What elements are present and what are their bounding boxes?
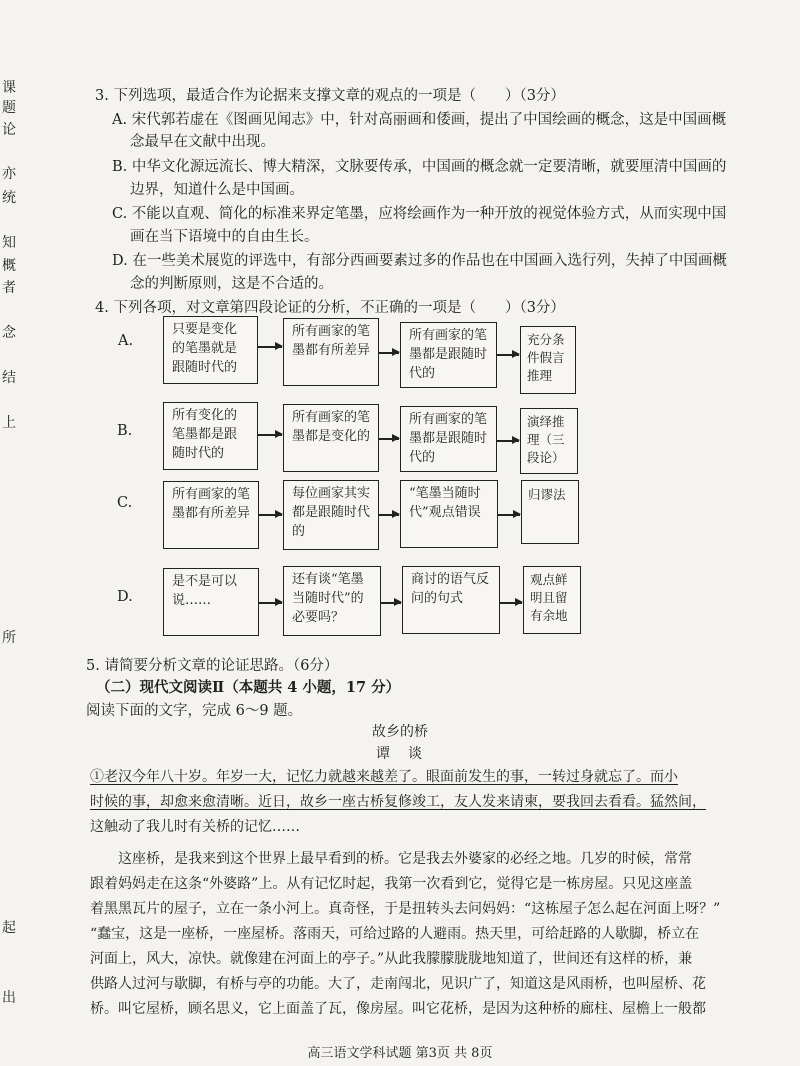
flow-box: “笔墨当随时代”观点错误	[400, 480, 498, 548]
story-line: 着黑黑瓦片的屋子，立在一条小河上。真奇怪，于是扭转头去问妈妈：“这栋屋子怎么起在河面上呀？”	[90, 901, 721, 917]
margin-char: 知	[2, 235, 16, 251]
question-stem: 3. 下列选项，最适合作为论据来支撑文章的观点的一项是（ ）（3分）	[95, 88, 565, 104]
story-title: 故乡的桥	[372, 724, 428, 740]
story-line: 这触动了我儿时有关桥的记忆……	[90, 819, 300, 835]
section-heading: （二）现代文阅读Ⅱ（本题共 4 小题，17 分）	[96, 679, 401, 696]
flow-box: 只要是变化的笔墨就是跟随时代的	[163, 316, 258, 384]
arrow-icon	[258, 434, 282, 436]
margin-char: 结	[2, 370, 16, 386]
arrow-icon	[498, 514, 520, 516]
flow-box: 每位画家其实都是跟随时代的	[283, 480, 379, 550]
option-label: D.	[117, 589, 133, 605]
option-a-cont: 念最早在文献中出现。	[130, 134, 275, 150]
option-label: A.	[118, 333, 134, 349]
option-d: D. 在一些美术展览的评选中，有部分西画要素过多的作品也在中国画入选行列，失掉了中国画概	[112, 253, 727, 269]
option-b-cont: 边界，知道什么是中国画。	[130, 182, 304, 198]
story-line: “蠢宝，这是一座桥，一座屋桥。落雨天，可给过路的人避雨。热天里，可给赶路的人歇脚，桥立在	[90, 926, 700, 942]
flow-box-method: 演绎推理（三段论）	[520, 408, 578, 474]
margin-char: 概	[2, 258, 16, 274]
flow-box-method: 观点鲜明且留有余地	[523, 566, 581, 634]
margin-char: 者	[2, 280, 16, 296]
option-c: C. 不能以直观、简化的标准来界定笔墨，应将绘画作为一种开放的视觉体验方式，从而实现中国	[112, 206, 727, 222]
flow-box: 商讨的语气反问的句式	[402, 566, 500, 634]
flow-box: 所有变化的笔墨都是跟随时代的	[163, 402, 258, 470]
arrow-icon	[379, 514, 399, 516]
arrow-icon	[497, 354, 519, 356]
story-line: 桥。叫它屋桥，顾名思义，它上面盖了瓦，像房屋。叫它花桥，是因为这种桥的廊柱、屋檐上一般都	[90, 1001, 706, 1017]
margin-char: 亦	[2, 166, 16, 182]
arrow-icon	[379, 438, 399, 440]
option-label: B.	[117, 423, 133, 439]
story-line	[90, 790, 706, 815]
story-line: 供路人过河与歇脚，有桥与亭的功能。大了，走南闯北，见识广了，知道这是风雨桥，也叫屋桥、花	[90, 976, 706, 992]
page-footer: 高三语文学科试题 第3页 共 8页	[307, 1046, 493, 1061]
arrow-icon	[497, 440, 519, 442]
option-a: A. 宋代郭若虚在《图画见闻志》中，针对高丽画和倭画，提出了中国绘画的概念，这是中国画概	[112, 112, 727, 128]
arrow-icon	[259, 514, 282, 516]
question-5: 5. 请简要分析文章的论证思路。（6分）	[86, 658, 339, 674]
flow-box: 所有画家的笔墨都是跟随时代的	[400, 322, 497, 388]
arrow-icon	[259, 602, 282, 604]
flow-box: 还有谈“笔墨当随时代”的必要吗？	[283, 566, 381, 636]
option-label: C.	[117, 495, 133, 511]
margin-char: 课	[2, 80, 16, 96]
instruction: 阅读下面的文字，完成 6～9 题。	[86, 703, 303, 719]
story-line: 河面上，风大，凉快。就像建在河面上的亭子。”从此我朦朦胧胧地知道了，世间还有这样的桥，兼	[90, 951, 693, 967]
arrow-icon	[381, 602, 401, 604]
flow-box-method: 归谬法	[521, 480, 579, 544]
margin-char: 所	[2, 630, 16, 646]
option-c-cont: 画在当下语境中的自由生长。	[130, 229, 319, 245]
story-line: 跟着妈妈走在这条“外婆路”上。从有记忆时起，我第一次看到它，觉得它是一栋房屋。只见这座盖	[90, 876, 693, 892]
story-author: 谭 谈	[376, 746, 424, 762]
question-stem: 4. 下列各项，对文章第四段论证的分析，不正确的一项是（ ）（3分）	[95, 300, 565, 316]
arrow-icon	[258, 346, 282, 348]
underlined-phrase: 时候的事，却愈来愈清晰。近日，故乡一座古桥复修竣工，友人发来请柬，要我回去看看。猛然间，	[90, 794, 706, 810]
arrow-icon	[379, 352, 399, 354]
margin-char: 统	[2, 190, 16, 206]
story-line: ①老汉今年八十岁。年岁一大，记忆力就越来越差了。眼面前发生的事，一转过身就忘了。而小	[90, 769, 678, 785]
flow-box: 所有画家的笔墨都是跟随时代的	[400, 406, 497, 472]
margin-char: 上	[2, 415, 16, 431]
flow-box-method: 充分条件假言推理	[520, 326, 576, 394]
flow-box: 是不是可以说……	[163, 568, 259, 636]
option-b: B. 中华文化源远流长、博大精深，文脉要传承，中国画的概念就一定要清晰，就要厘清中国画的	[112, 159, 727, 175]
story-line: 这座桥，是我来到这个世界上最早看到的桥。它是我去外婆家的必经之地。几岁的时候，常常	[90, 851, 692, 867]
margin-char: 起	[2, 920, 16, 936]
flow-box: 所有画家的笔墨都是变化的	[283, 404, 379, 472]
option-d-cont: 念的判断原则，这是不合适的。	[130, 276, 333, 292]
margin-char: 出	[2, 990, 16, 1006]
margin-char: 论	[2, 122, 16, 138]
margin-char: 念	[2, 325, 16, 341]
flow-box: 所有画家的笔墨都有所差异	[283, 318, 379, 386]
flow-box: 所有画家的笔墨都有所差异	[163, 481, 259, 549]
margin-char: 题	[2, 100, 16, 116]
arrow-icon	[500, 602, 522, 604]
